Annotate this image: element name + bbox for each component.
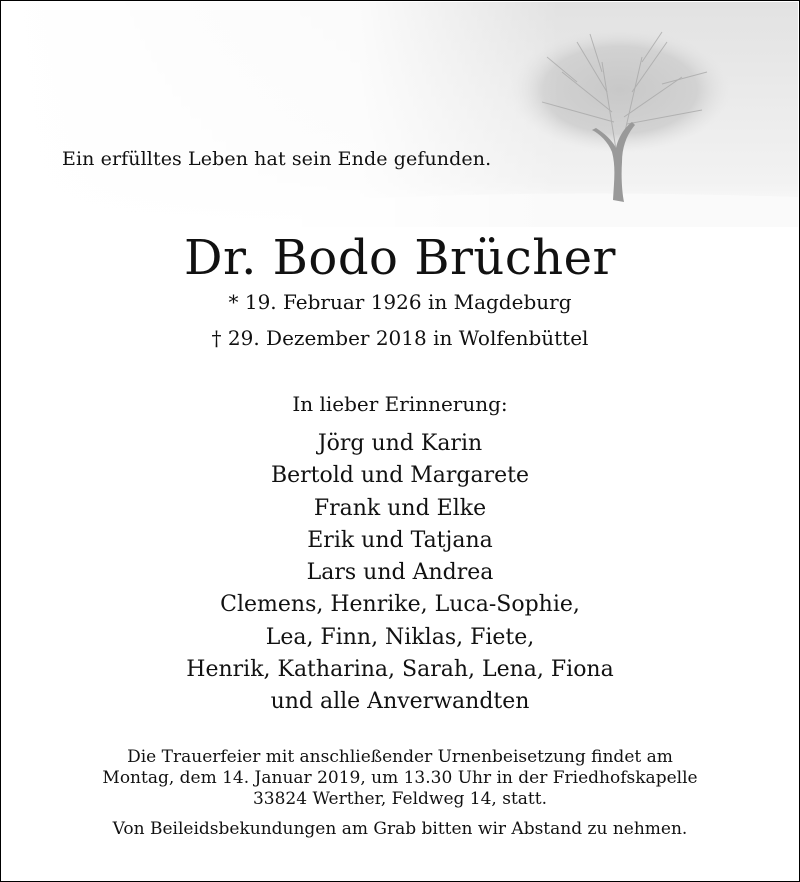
mourner-line: Jörg und Karin	[317, 431, 483, 456]
intro-text: Ein erfülltes Leben hat sein Ende gefunden.	[62, 148, 492, 170]
mourner-line: Lars und Andrea	[306, 560, 494, 586]
death-date: † 29. Dezember 2018 in Wolfenbüttel	[211, 326, 589, 350]
mourner-line: Henrik, Katharina, Sarah, Lena, Fiona	[186, 657, 614, 683]
mourner-line: Frank und Elke	[313, 495, 487, 521]
mourners-list	[0, 428, 800, 719]
tree-landscape-image	[2, 2, 798, 227]
mourner-line: Bertold und Margarete	[270, 463, 530, 489]
mourner-line: und alle Anverwandten	[270, 689, 530, 715]
ceremony-line: 33824 Werther, Feldweg 14, statt.	[252, 789, 547, 809]
birth-date: * 19. Februar 1926 in Magdeburg	[228, 290, 572, 314]
deceased-name: Dr. Bodo Brücher	[183, 230, 616, 286]
ceremony-line: Die Trauerfeier mit anschließender Urnenbeisetzung findet am	[127, 747, 673, 767]
ceremony-line: Montag, dem 14. Januar 2019, um 13.30 Uhr in der Friedhofskapelle	[102, 768, 698, 788]
condolence-request: Von Beileidsbekundungen am Grab bitten wir Abstand zu nehmen.	[112, 819, 688, 839]
mourner-line: Erik und Tatjana	[307, 527, 493, 553]
memory-heading: In lieber Erinnerung:	[292, 392, 508, 416]
ceremony-info	[0, 747, 800, 810]
mourner-line: Clemens, Henrike, Luca-Sophie,	[220, 592, 580, 618]
mourner-line: Lea, Finn, Niklas, Fiete,	[265, 624, 535, 650]
